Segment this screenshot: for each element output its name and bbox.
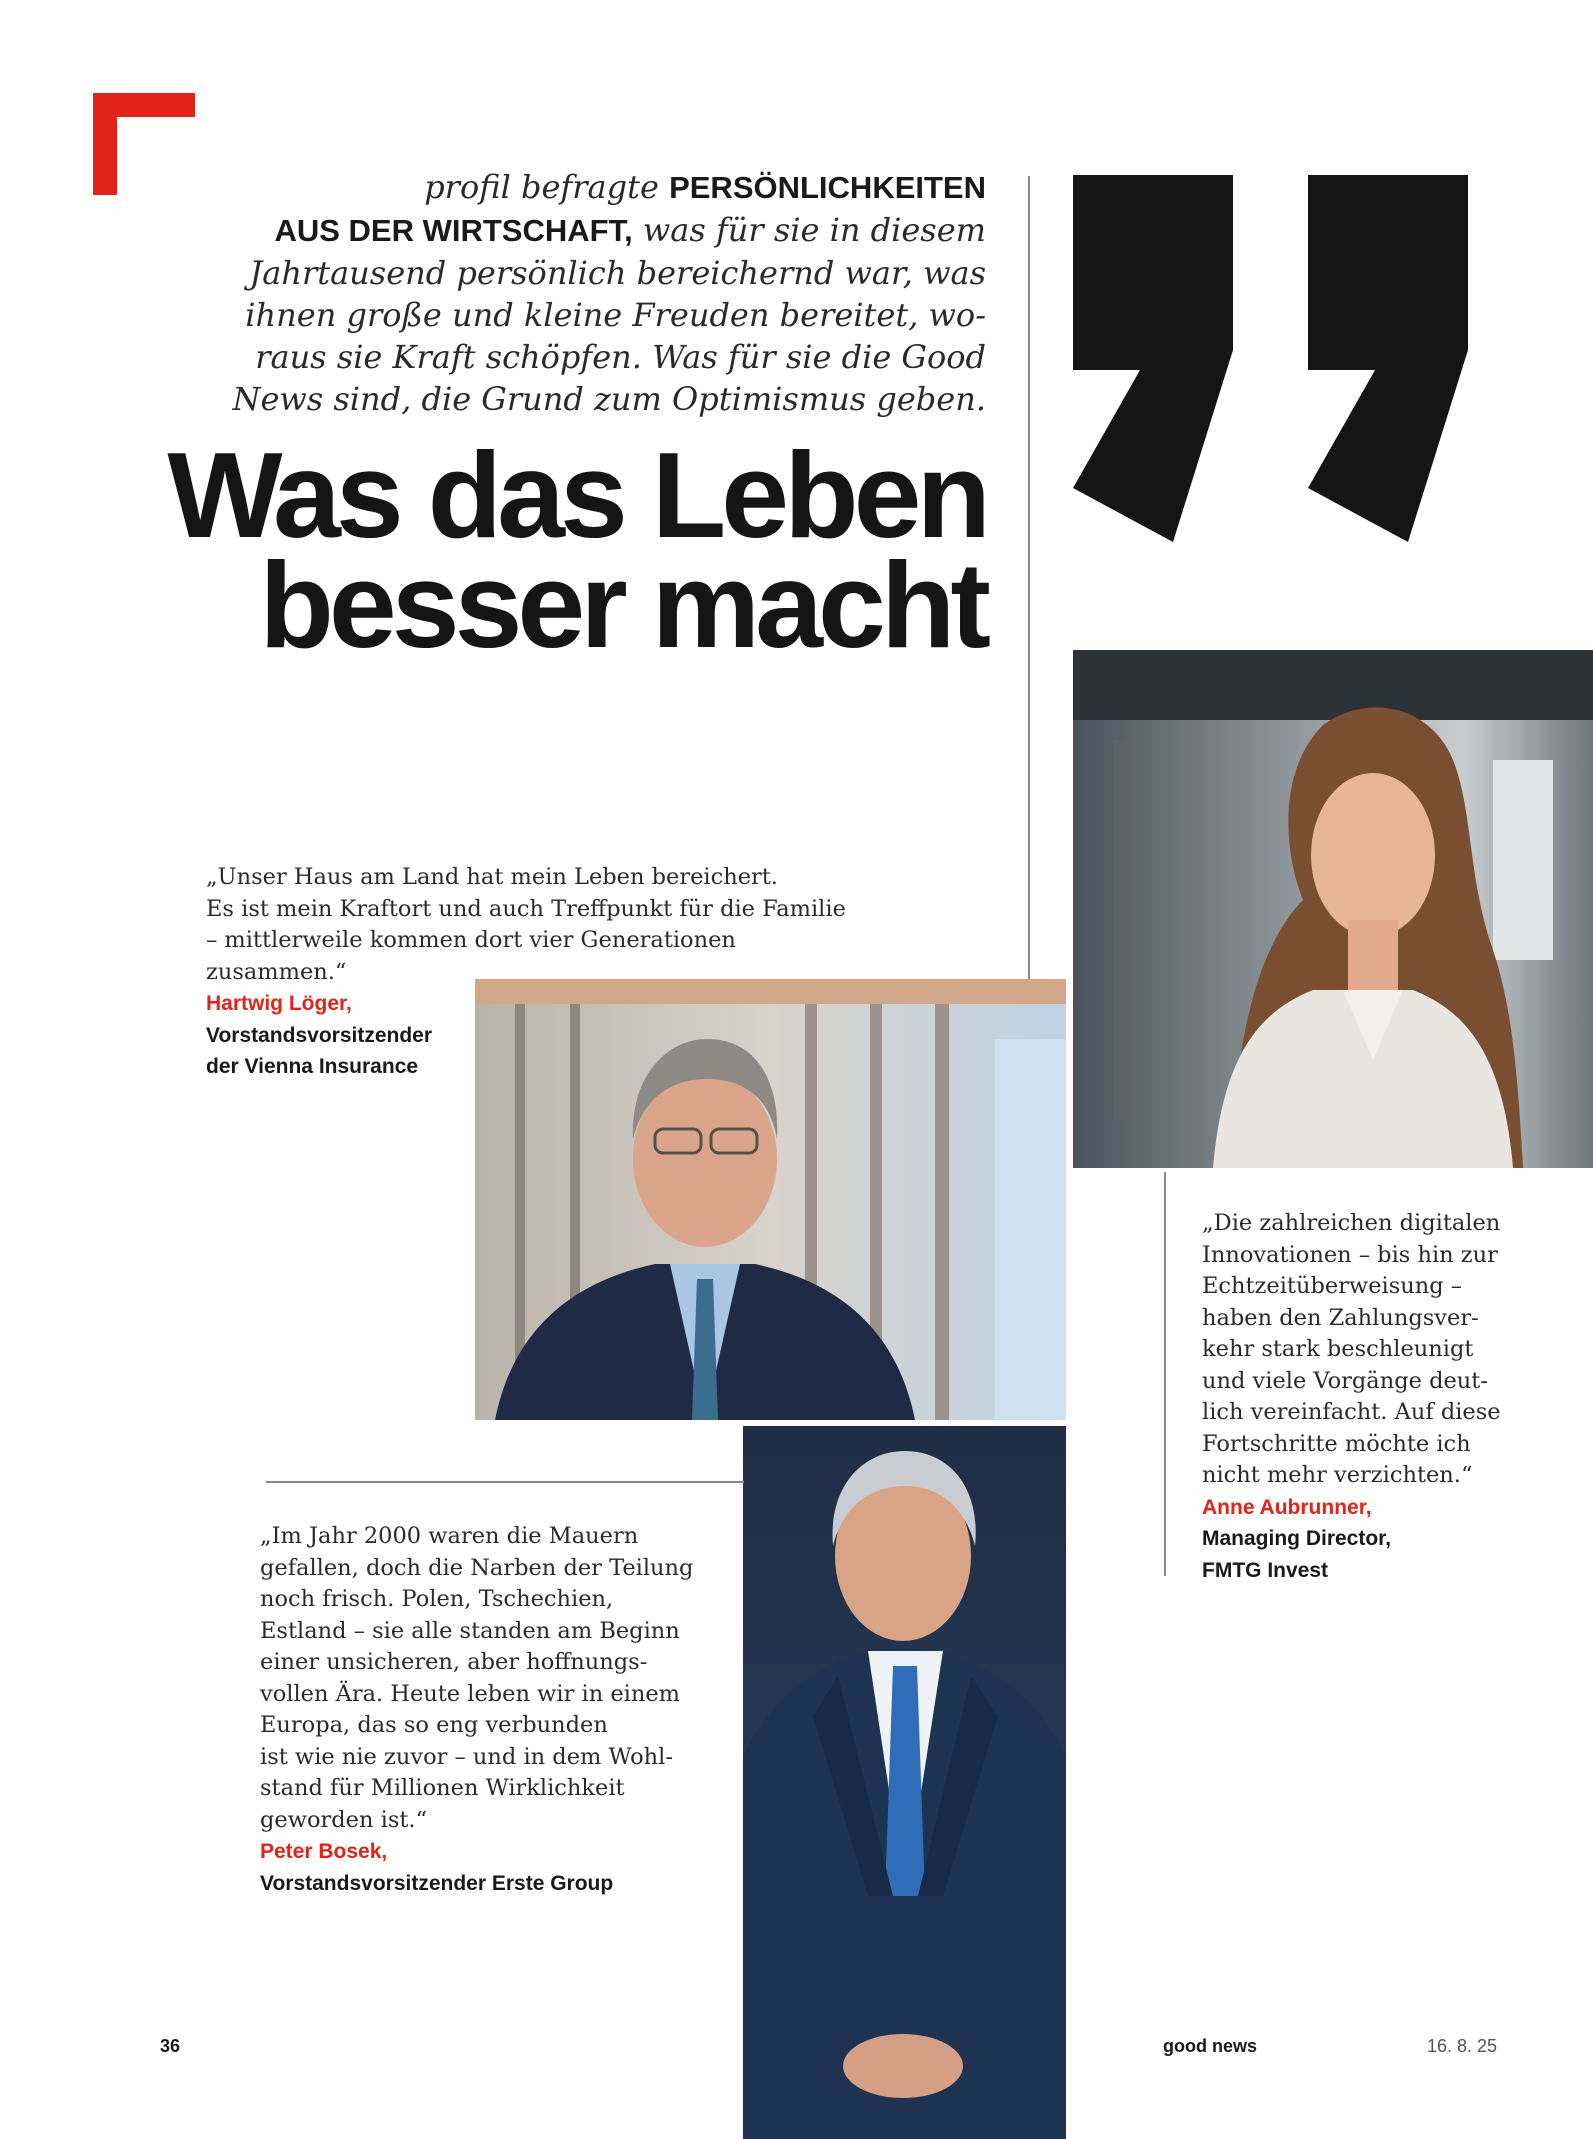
person-name: Hartwig Löger, <box>206 992 352 1015</box>
headline-line-2: besser macht <box>259 537 986 673</box>
quote-hartwig-loeger <box>206 862 866 988</box>
quote-line: Estland – sie alle standen am Beginn <box>260 1617 680 1644</box>
quote-line: einer unsicheren, aber hoffnungs- <box>260 1649 648 1675</box>
quote-line: Es ist mein Kraftort und auch Treffpunkt für die Familie <box>206 895 846 922</box>
portrait-peter-bosek <box>743 1426 1066 2139</box>
column-divider <box>1028 176 1030 1036</box>
person-role: Vorstandsvorsitzender <box>206 1023 433 1047</box>
person-name: Peter Bosek, <box>260 1840 388 1863</box>
intro-caps-1: PERSÖNLICHKEITEN <box>669 170 986 205</box>
quote-line: – mittlerweile kommen dort vier Generationen <box>206 927 736 953</box>
intro-line-3: Jahrtausend persönlich bereichernd war, was <box>249 254 986 292</box>
intro-caps-2: AUS DER WIRTSCHAFT, <box>274 213 633 248</box>
quote-line: und viele Vorgänge deut- <box>1202 1367 1488 1394</box>
person-role: Vorstandsvorsitzender Erste Group <box>260 1871 614 1895</box>
quote-line: vollen Ära. Heute leben wir in einem <box>260 1680 680 1707</box>
page-number: 36 <box>160 2036 181 2056</box>
headline-line-1: Was das Leben <box>167 427 986 563</box>
page-title <box>100 427 986 673</box>
quote-peter-bosek <box>260 1521 740 1899</box>
person-name: Anne Aubrunner, <box>1202 1495 1372 1519</box>
quote-line: Fortschritte möchte ich <box>1202 1430 1471 1457</box>
quote-line: gefallen, doch die Narben der Teilung <box>260 1554 694 1581</box>
quote-line: nicht mehr verzichten.“ <box>1202 1462 1473 1488</box>
quote-divider <box>266 1481 744 1483</box>
quote-divider <box>1164 1172 1166 1576</box>
quote-line: Innovationen – bis hin zur <box>1202 1241 1498 1268</box>
footer-date: 16. 8. 25 <box>1427 2036 1498 2056</box>
quote-line: ist wie nie zuvor – und in dem Wohl- <box>260 1743 673 1770</box>
quote-line: „Im Jahr 2000 waren die Mauern <box>260 1523 639 1549</box>
quote-line: noch frisch. Polen, Tschechien, <box>260 1586 614 1612</box>
quote-line: haben den Zahlungsver- <box>1202 1304 1479 1331</box>
quote-line: lich vereinfacht. Auf diese <box>1202 1399 1501 1425</box>
portrait-anne-aubrunner <box>1073 650 1593 1168</box>
portrait-hartwig-loeger <box>475 979 1066 1420</box>
intro-paragraph <box>160 166 986 420</box>
person-role: FMTG Invest <box>1202 1558 1329 1582</box>
intro-line-6: News sind, die Grund zum Optimismus geben. <box>232 380 986 418</box>
quote-line: stand für Millionen Wirklichkeit <box>260 1775 625 1801</box>
quote-line: „Die zahlreichen digitalen <box>1202 1210 1501 1236</box>
quote-line: Europa, das so eng verbunden <box>260 1712 608 1738</box>
intro-line-4: ihnen große und kleine Freuden bereitet, wo- <box>245 296 986 334</box>
quote-line: Echtzeitüberweisung – <box>1202 1273 1463 1299</box>
intro-line-5: raus sie Kraft schöpfen. Was für sie die Good <box>255 338 986 376</box>
quote-line: zusammen.“ <box>206 958 347 985</box>
footer-section: good news <box>1163 2036 1257 2056</box>
quote-line: „Unser Haus am Land hat mein Leben bereichert. <box>206 864 778 890</box>
closing-quote-icon <box>1068 170 1508 550</box>
intro-line-2: was für sie in diesem <box>642 211 986 249</box>
quote-line: kehr stark beschleunigt <box>1202 1336 1474 1362</box>
quote-line: geworden ist.“ <box>260 1806 428 1833</box>
attribution-hartwig-loeger <box>206 988 432 1083</box>
person-role: Managing Director, <box>1202 1527 1392 1550</box>
quote-anne-aubrunner <box>1202 1208 1582 1586</box>
intro-lead: profil befragte <box>424 168 659 206</box>
person-role: der Vienna Insurance <box>206 1055 419 1078</box>
